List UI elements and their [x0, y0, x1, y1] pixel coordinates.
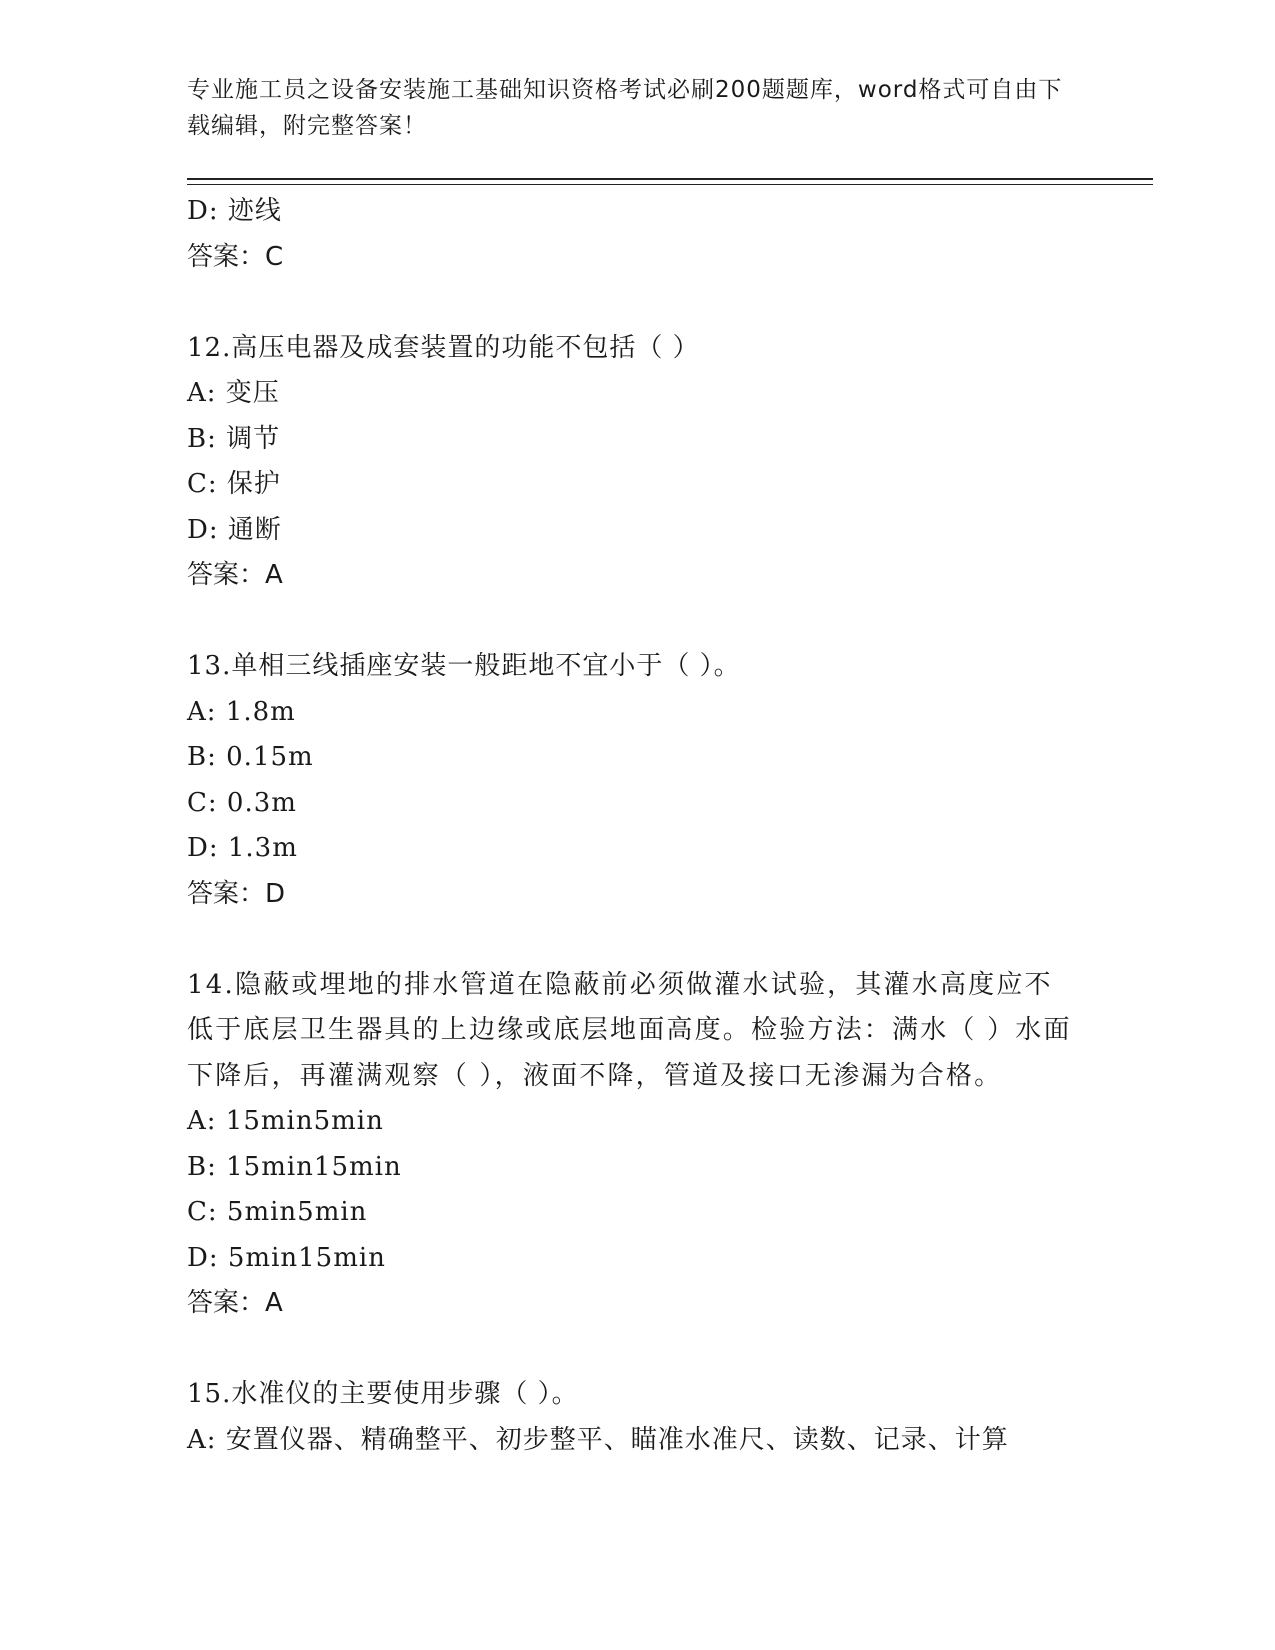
header-divider-thin: [187, 184, 1153, 185]
question-text: 13.单相三线插座安装一般距地不宜小于（ ）。: [187, 651, 741, 681]
question-text: 15.水准仪的主要使用步骤（ ）。: [187, 1379, 579, 1409]
option-d: D: 迹线: [187, 196, 282, 226]
question-text: 12.高压电器及成套装置的功能不包括（ ）: [187, 332, 700, 363]
answer-line: 答案：C: [187, 241, 284, 272]
option-c: C: 0.3m: [187, 787, 297, 818]
option-b: B: 调节: [187, 423, 281, 454]
answer-line: 答案：A: [187, 560, 283, 590]
option-d: D: 通断: [187, 514, 282, 545]
header-divider-thick: [187, 178, 1153, 180]
option-a: A: 安置仪器、精确整平、初步整平、瞄准水准尺、读数、记录、计算: [187, 1424, 1009, 1455]
question-text: 14.隐蔽或埋地的排水管道在隐蔽前必须做灌水试验，其灌水高度应不低于底层卫生器具的上边缘或底层地面高度。检验方法：满水（ ）水面下降后，再灌满观察（ ），液面不降，管道及接口无渗漏为合格。: [187, 969, 1072, 1091]
answer-line: 答案：D: [187, 878, 286, 909]
option-c: C: 5min5min: [187, 1197, 368, 1227]
question-item: [187, 963, 1087, 1327]
option-d: D: 5min15min: [187, 1242, 386, 1273]
option-a: A: 变压: [187, 378, 280, 408]
option-b: B: 15min15min: [187, 1151, 402, 1182]
document-header: 专业施工员之设备安装施工基础知识资格考试必刷200题题库，word格式可自由下载编辑，附完整答案！: [187, 77, 1063, 139]
question-item: [187, 644, 1087, 917]
option-b: B: 0.15m: [187, 742, 314, 772]
option-d: D: 1.3m: [187, 833, 298, 863]
option-a: A: 1.8m: [187, 696, 296, 727]
question-item: [187, 326, 1087, 599]
option-c: C: 保护: [187, 469, 281, 499]
option-a: A: 15min5min: [187, 1106, 384, 1136]
question-list: [187, 189, 1087, 1463]
answer-line: 答案：A: [187, 1288, 283, 1318]
question-item: [187, 1372, 1087, 1463]
